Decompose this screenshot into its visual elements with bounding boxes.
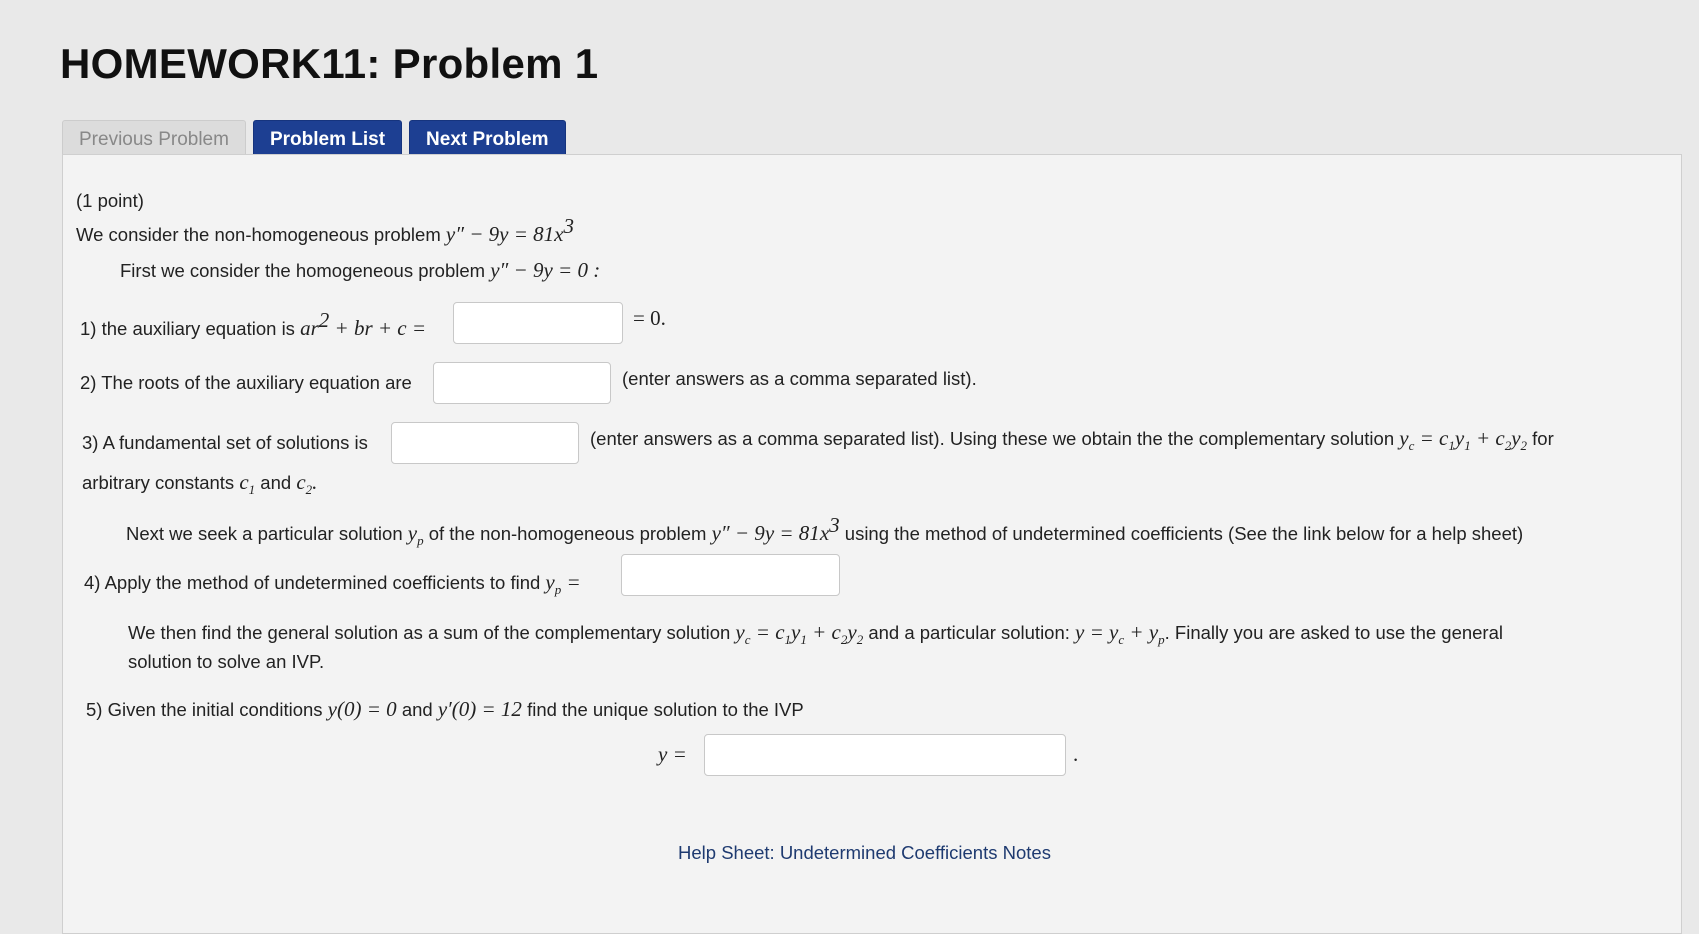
q4-label: 4) Apply the method of undetermined coefficients to find xyxy=(84,572,541,593)
q5-period: . xyxy=(1073,742,1079,766)
question-4 xyxy=(84,570,581,598)
q3-answer-input[interactable] xyxy=(391,422,579,464)
q2-answer-input[interactable] xyxy=(433,362,611,404)
y-equals-label: y = xyxy=(658,742,687,766)
homog-equation: y″ − 9y = 0 : xyxy=(490,258,601,282)
yp-equals: $y_p$ = xyxy=(545,570,581,598)
complementary-solution: $y_c = c_1y_1 + c_2y_2$ xyxy=(1399,426,1528,454)
q5-and: and xyxy=(401,699,433,720)
general-solution-line xyxy=(128,620,1503,648)
homog-intro-text: First we consider the homogeneous problem xyxy=(120,260,486,281)
previous-problem-button[interactable]: Previous Problem xyxy=(62,120,246,160)
q1-suffix: = 0. xyxy=(633,306,666,330)
question-5 xyxy=(86,697,804,722)
particular-text-c: using the method of undetermined coefficients (See the link below for a help sheet) xyxy=(844,523,1524,544)
next-problem-button[interactable]: Next Problem xyxy=(409,120,565,160)
q2-note: (enter answers as a comma separated list). xyxy=(622,368,977,389)
q4-answer-input[interactable] xyxy=(621,554,840,596)
general-line2: solution to solve an IVP. xyxy=(128,651,325,672)
q3-label: 3) A fundamental set of solutions is xyxy=(82,432,368,453)
problem-list-button[interactable]: Problem List xyxy=(253,120,402,160)
initial-condition-2: y′(0) = 12 xyxy=(437,697,522,721)
points-label: (1 point) xyxy=(76,190,144,211)
q5-text-b: find the unique solution to the IVP xyxy=(527,699,804,720)
yp-symbol: $y_p$ xyxy=(407,521,424,549)
q2-label: 2) The roots of the auxiliary equation are xyxy=(80,372,412,393)
general-sum: $y = y_c + y_p$ xyxy=(1075,620,1165,648)
q3-line2 xyxy=(82,470,317,498)
q3-for: for xyxy=(1532,428,1554,449)
particular-intro xyxy=(126,513,1523,549)
nonhomog-equation: $y'' - 9y = 81x^3$ xyxy=(445,214,574,246)
general-text-b: and a particular solution: xyxy=(868,622,1070,643)
intro-text: We consider the non-homogeneous problem xyxy=(76,224,441,245)
q5-text-a: 5) Given the initial conditions xyxy=(86,699,323,720)
help-sheet-link[interactable]: Help Sheet: Undetermined Coefficients Notes xyxy=(678,842,1051,863)
constant-c1: $c_1$ xyxy=(239,470,256,498)
problem-intro xyxy=(76,214,574,247)
general-text-a: We then find the general solution as a sum of the complementary solution xyxy=(128,622,731,643)
general-text-c: . Finally you are asked to use the general xyxy=(1164,622,1503,643)
initial-condition-1: y(0) = 0 xyxy=(327,697,397,721)
question-1 xyxy=(80,308,426,341)
q1-answer-input[interactable] xyxy=(453,302,623,344)
particular-text-b: of the non-homogeneous problem xyxy=(428,523,707,544)
constant-c2: $c_2$. xyxy=(296,470,318,498)
q3-constants-text: arbitrary constants xyxy=(82,472,235,493)
auxiliary-form: $ar^2$ + br + c = xyxy=(300,308,427,340)
q5-answer-input[interactable] xyxy=(704,734,1066,776)
complementary-solution-2: $y_c = c_1y_1 + c_2y_2$ xyxy=(735,620,864,648)
q3-and: and xyxy=(260,472,292,493)
particular-text-a: Next we seek a particular solution xyxy=(126,523,403,544)
homog-intro xyxy=(120,258,600,283)
q3-note-line xyxy=(590,426,1554,454)
q1-label: 1) the auxiliary equation is xyxy=(80,318,295,339)
page-title: HOMEWORK11: Problem 1 xyxy=(60,40,599,87)
q3-note: (enter answers as a comma separated list). Using these we obtain the the complementary solution xyxy=(590,428,1395,449)
nonhomog-equation-2: $y'' - 9y = 81x^3$ xyxy=(711,513,840,545)
